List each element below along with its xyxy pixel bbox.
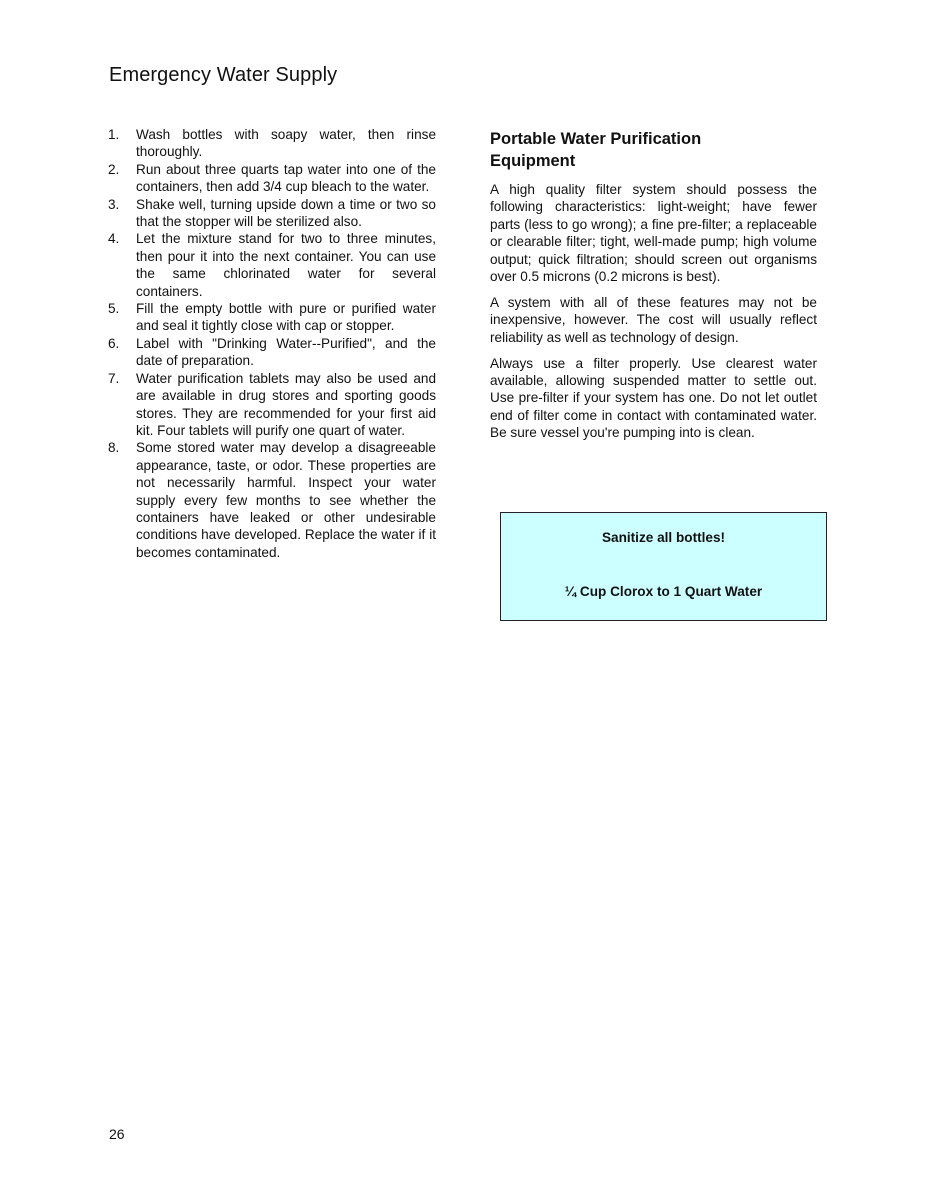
section-paragraph: A system with all of these features may not be inexpensive, however. The cost will usually reflect reliability as well as technology of design. [490, 294, 817, 345]
list-item [108, 370, 436, 440]
step-text: Water purification tablets may also be used and are available in drug stores and sporting goods stores. They are recommended for your first aid kit. Four tablets will purify one quart of water. [136, 370, 436, 438]
step-number: 8. [108, 440, 120, 456]
step-text: Label with "Drinking Water--Purified", and the date of preparation. [136, 335, 436, 369]
list-item [108, 335, 436, 370]
step-text: Wash bottles with soapy water, then rinse thoroughly. [136, 127, 436, 160]
list-item [108, 161, 436, 196]
section-paragraph: A high quality filter system should possess the following characteristics: light-weight; have fewer parts (less to go wrong); a fine pre-filter; a replaceable or clearable filter; tight, well-made pump; high volume output; quick filtration; should screen out organisms over 0.5 microns (0.2 microns is best). [490, 182, 817, 285]
step-text: Run about three quarts tap water into one of the containers, then add 3/4 cup bleach to the water. [136, 161, 436, 195]
step-number: 5. [108, 301, 120, 317]
instruction-column [108, 126, 436, 561]
step-number: 1. [108, 127, 120, 142]
list-item [108, 230, 436, 300]
step-text: Fill the empty bottle with pure or purified water and seal it tightly close with cap or stopper. [136, 301, 436, 334]
step-text: Let the mixture stand for two to three minutes, then pour it into the next container. You can use the same chlorinated water for several containers. [136, 231, 436, 299]
step-number: 6. [108, 335, 120, 351]
step-text: Some stored water may develop a disagreeable appearance, taste, or odor. These properties are not necessarily harmful. Inspect your water supply every few months to see whether the containers have leaked or other undesirable conditions have developed. Replace the water if it becomes contaminated. [136, 440, 436, 560]
page-header-title: Emergency Water Supply [109, 64, 338, 86]
list-item [108, 196, 436, 231]
list-item [108, 439, 436, 561]
callout-ratio: ¼ Cup Clorox to 1 Quart Water [564, 584, 763, 599]
page-number: 26 [109, 1126, 125, 1142]
sanitize-callout-box [500, 512, 827, 621]
step-number: 3. [108, 196, 120, 212]
list-item [108, 300, 436, 335]
section-paragraph: Always use a filter properly. Use clearest water available, allowing suspended matter to settle out. Use pre-filter if your system has one. Do not let outlet end of filter come in contact with contaminated water. Be sure vessel you're pumping into is clean. [490, 355, 817, 441]
step-text: Shake well, turning upside down a time or two so that the stopper will be sterilized also. [136, 196, 436, 230]
step-number: 7. [108, 370, 120, 386]
callout-heading: Sanitize all bottles! [601, 530, 726, 545]
list-item [108, 126, 436, 161]
step-number: 4. [108, 231, 120, 247]
step-number: 2. [108, 161, 120, 177]
sanitize-steps-list [108, 126, 436, 561]
section-title: Portable Water Purification Equipment [490, 130, 702, 170]
purification-section [490, 128, 817, 450]
